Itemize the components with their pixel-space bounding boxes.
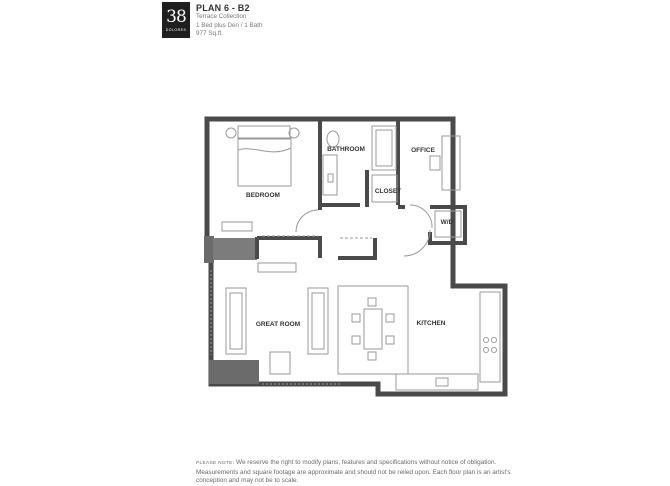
room-label-office: OFFICE — [411, 147, 435, 154]
room-label-kitchen: KITCHEN — [416, 320, 446, 327]
disclaimer — [196, 459, 516, 486]
disclaimer-text: We reserve the right to modify plans, features and specifications without notice of obligation. Measurements and square footage are approximate and should not be relied upon. Each floor plan is an artist's conception and may not be to scale. — [196, 459, 511, 485]
logo-number: 38 — [166, 6, 186, 27]
disclaimer-lead: PLEASE NOTE: — [196, 461, 235, 466]
room-label-bathroom: BATHROOM — [327, 146, 365, 153]
room-label-bedroom: BEDROOM — [246, 192, 280, 199]
plan-title: PLAN 6 - B2 — [196, 3, 250, 13]
room-label-closet: CLOSET — [374, 188, 402, 195]
room-label-wd: W/D — [440, 219, 454, 226]
room-label-great-room: GREAT ROOM — [255, 321, 301, 328]
plan-beds-baths: 1 Bed plus Den / 1 Bath — [196, 21, 263, 29]
logo-subtitle: DOLORES — [165, 27, 187, 32]
plan-area: 977 Sq.ft. — [196, 30, 223, 37]
plan-collection: Terrace Collection — [196, 13, 247, 20]
